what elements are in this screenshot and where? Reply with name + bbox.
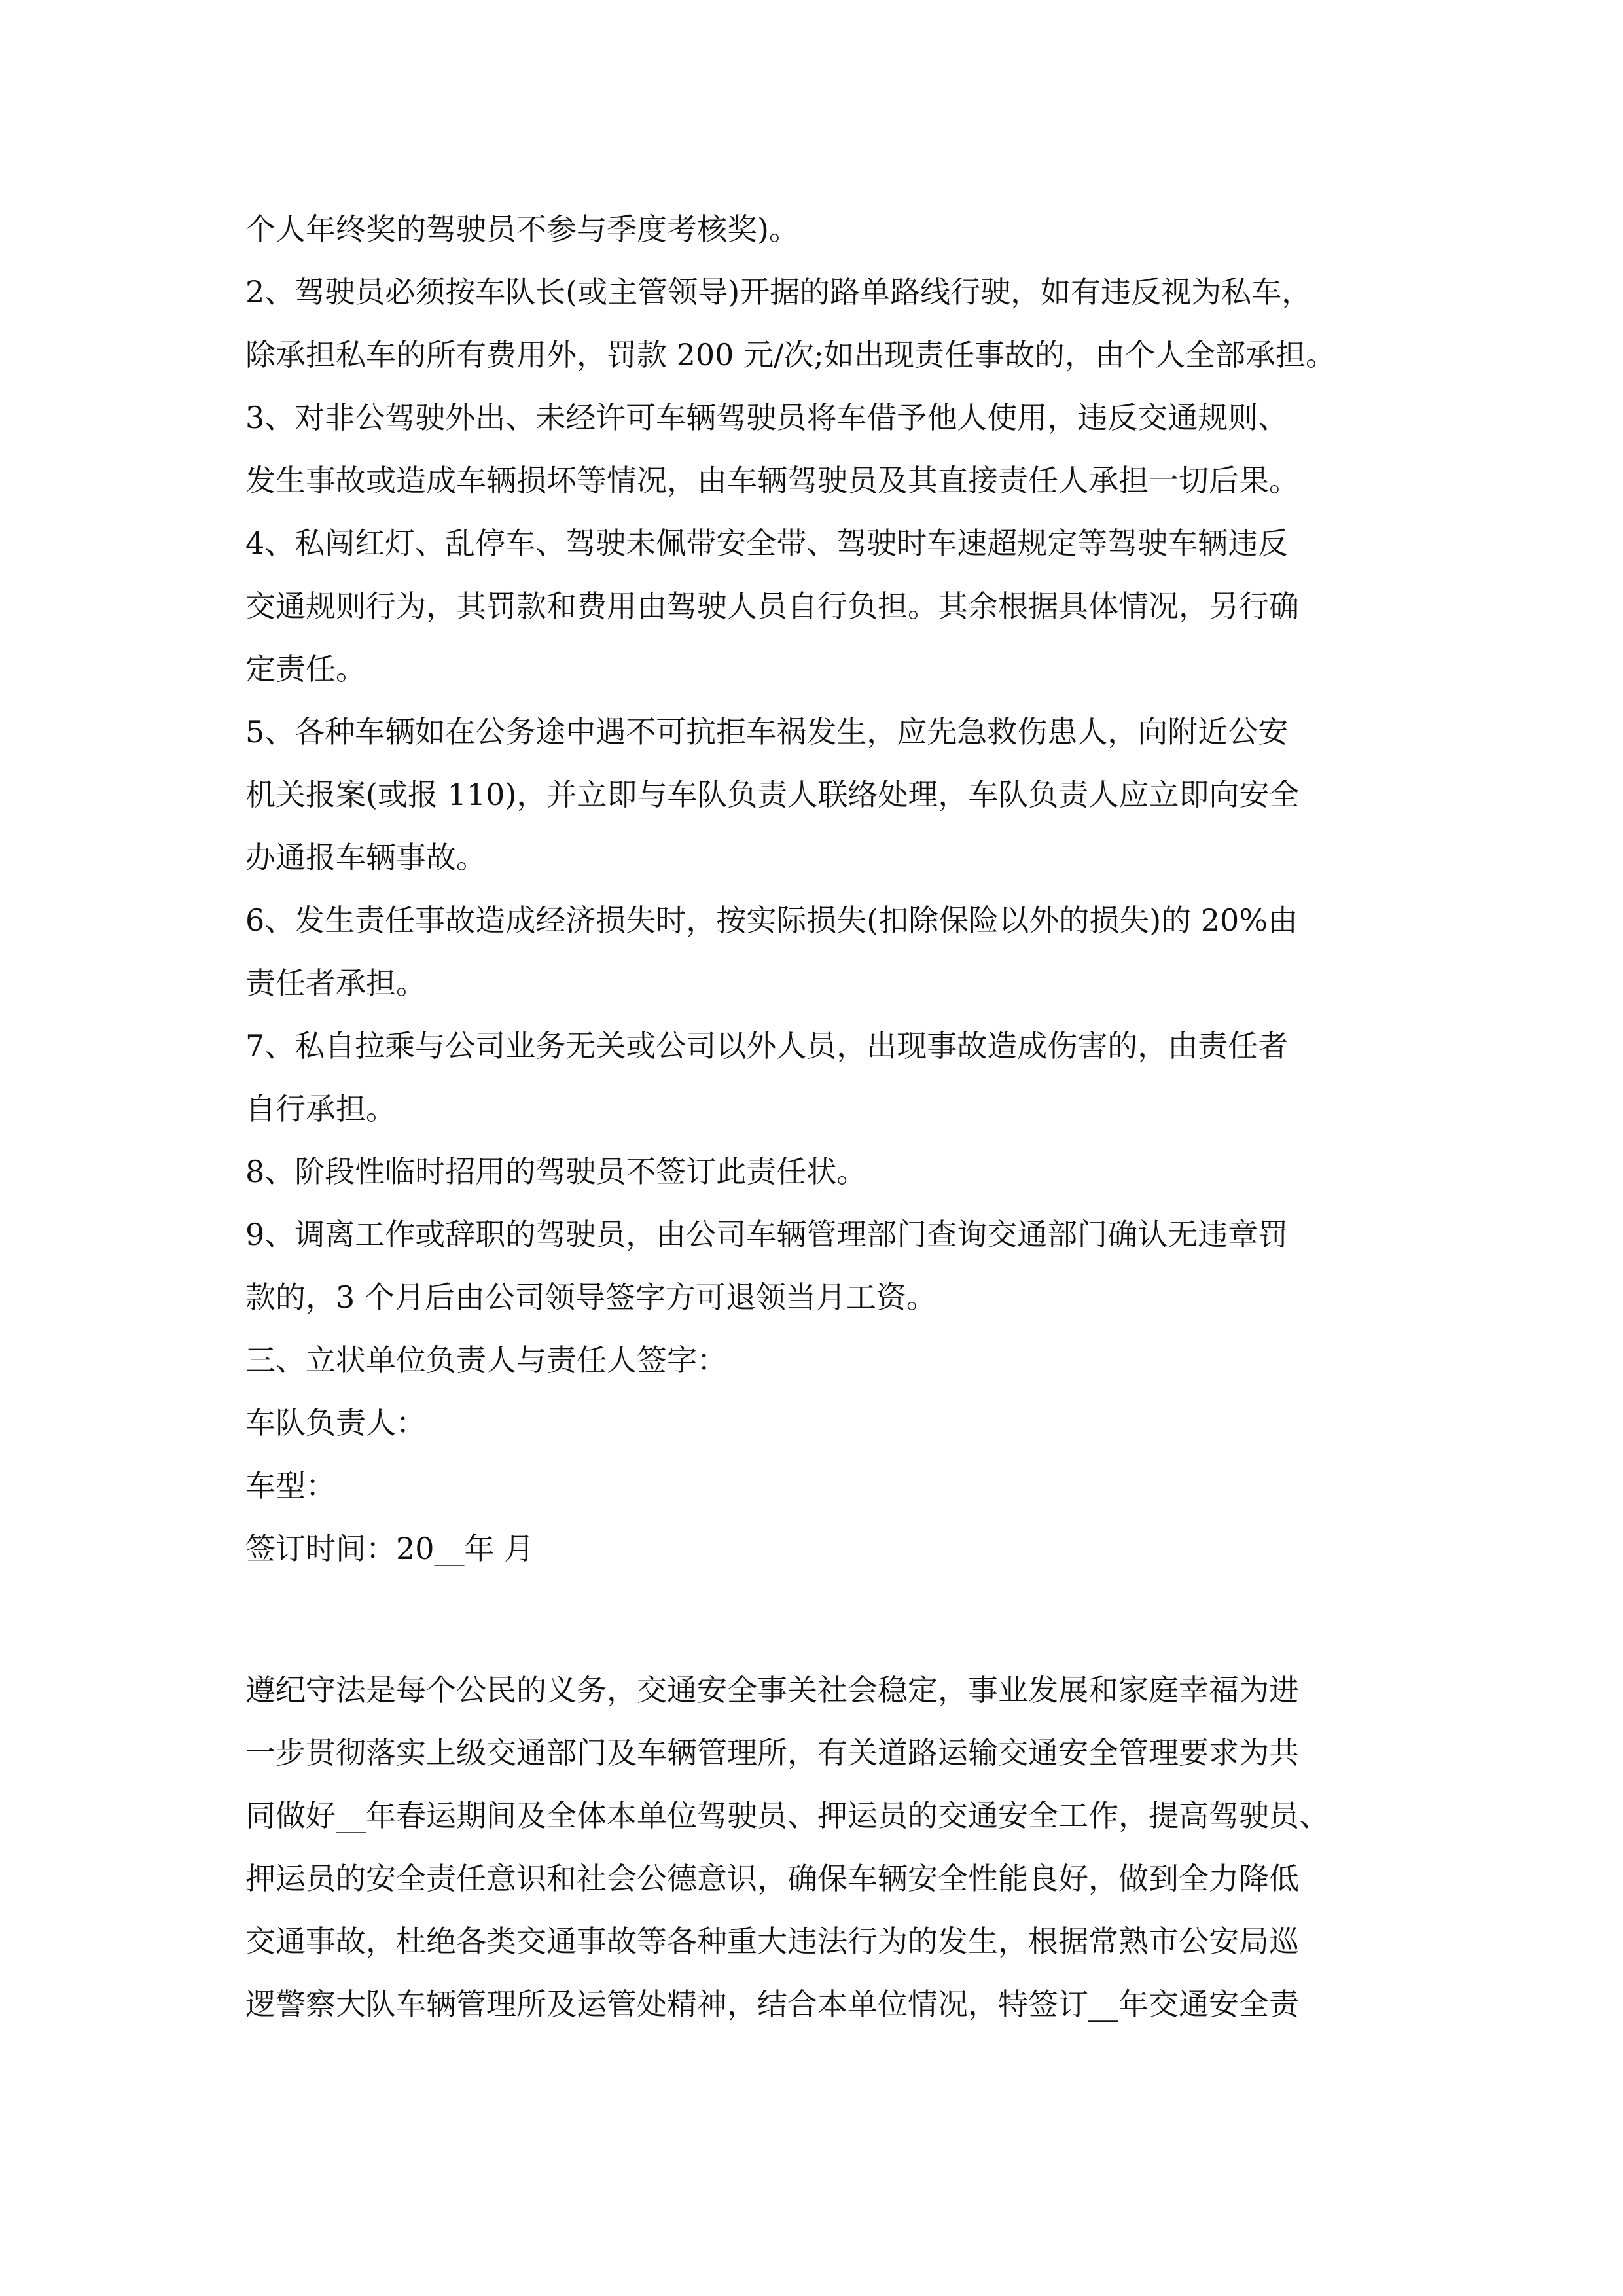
signature-field-fleet-leader: 车队负责人： [245, 1405, 426, 1441]
text-line: 款的，3 个月后由公司领导签字方可退领当月工资。 [245, 1280, 936, 1315]
text-line: 9、调离工作或辞职的驾驶员，由公司车辆管理部门查询交通部门确认无违章罚 [245, 1217, 1289, 1252]
text-line: 2、驾驶员必须按车队长(或主管领导)开据的路单路线行驶，如有违反视为私车， [245, 274, 1312, 310]
text-line: 自行承担。 [245, 1091, 396, 1126]
text-line: 6、发生责任事故造成经济损失时，按实际损失(扣除保险以外的损失)的 20%由 [245, 903, 1298, 938]
text-line: 同做好__年春运期间及全体本单位驾驶员、押运员的交通安全工作，提高驾驶员、 [245, 1798, 1329, 1833]
text-line: 办通报车辆事故。 [245, 840, 486, 875]
text-line: 个人年终奖的驾驶员不参与季度考核奖)。 [245, 211, 799, 247]
section-heading: 三、立状单位负责人与责任人签字： [245, 1342, 727, 1378]
text-line: 8、阶段性临时招用的驾驶员不签订此责任状。 [245, 1154, 867, 1189]
text-line: 5、各种车辆如在公务途中遇不可抗拒车祸发生，应先急救伤患人，向附近公安 [245, 714, 1289, 749]
text-line: 发生事故或造成车辆损坏等情况，由车辆驾驶员及其直接责任人承担一切后果。 [245, 463, 1299, 498]
text-line: 逻警察大队车辆管理所及运管处精神，结合本单位情况，特签订__年交通安全责 [245, 1986, 1299, 2022]
text-line: 一步贯彻落实上级交通部门及车辆管理所，有关道路运输交通安全管理要求为共 [245, 1735, 1299, 1770]
text-line: 4、私闯红灯、乱停车、驾驶未佩带安全带、驾驶时车速超规定等驾驶车辆违反 [245, 526, 1289, 561]
text-line: 除承担私车的所有费用外，罚款 200 元/次;如出现责任事故的，由个人全部承担。 [245, 337, 1336, 372]
signature-field-vehicle-type: 车型： [245, 1468, 336, 1503]
text-line: 交通事故，杜绝各类交通事故等各种重大违法行为的发生，根据常熟市公安局巡 [245, 1924, 1299, 1959]
text-line: 7、私自拉乘与公司业务无关或公司以外人员，出现事故造成伤害的，由责任者 [245, 1028, 1289, 1064]
text-line: 机关报案(或报 110)，并立即与车队负责人联络处理，车队负责人应立即向安全 [245, 777, 1300, 812]
text-line: 押运员的安全责任意识和社会公德意识，确保车辆安全性能良好，做到全力降低 [245, 1861, 1299, 1896]
text-line: 定责任。 [245, 651, 366, 687]
signature-field-date: 签订时间：20__年 月 [245, 1531, 535, 1566]
text-line: 遵纪守法是每个公民的义务，交通安全事关社会稳定，事业发展和家庭幸福为进 [245, 1672, 1299, 1708]
text-line: 3、对非公驾驶外出、未经许可车辆驾驶员将车借予他人使用，违反交通规则、 [245, 400, 1289, 435]
text-line: 交通规则行为，其罚款和费用由驾驶人员自行负担。其余根据具体情况，另行确 [245, 588, 1299, 624]
text-line: 责任者承担。 [245, 965, 426, 1001]
